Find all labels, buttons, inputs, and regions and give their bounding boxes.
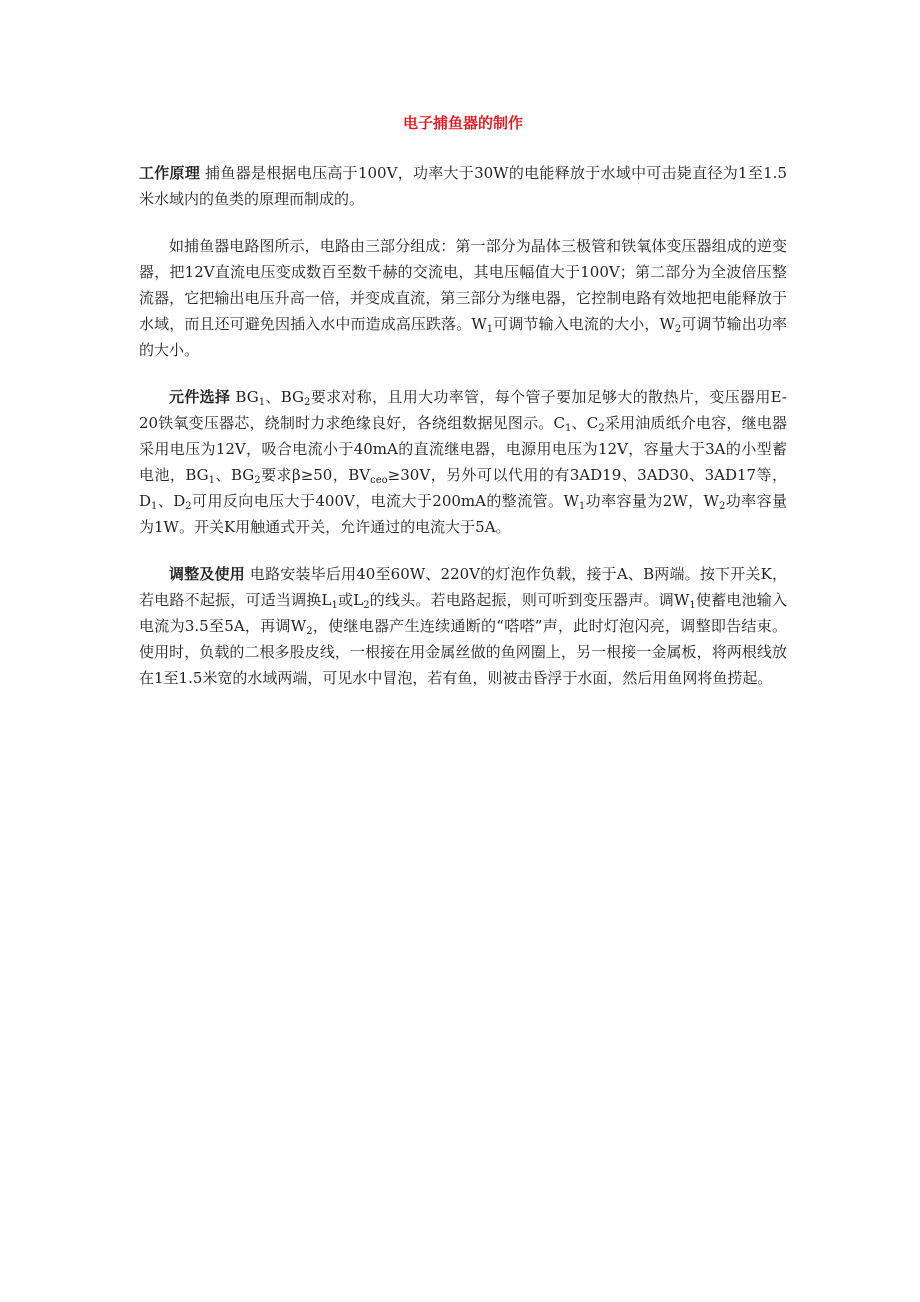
section-heading-working-principle: 工作原理 [139,164,201,182]
text-run: 的线头。若电路起振，则可听到变压器声。调W [369,591,690,609]
text-run: 如捕鱼器电路图所示，电路由三部分组成：第一部分为晶体三极管和铁氧体变压器组成的逆变器，把12V直流电压变成数百至数千赫的交流电，其电压幅值大于100V；第二部分为全波倍压整流器，它把输出电压升高一倍，并变成直流，第三部分为继电器，它控制电路有效地把电能释放于水域，而且还可避免因插入水中而造成高压跌落。W [139,237,787,333]
text-run: 、C [571,414,599,432]
paragraph-component-selection [139,384,787,540]
text-run: 可用反向电压大于400V，电流大于200mA的整流管。W [191,492,579,510]
subscript: 1 [578,501,586,512]
subscript: 2 [254,475,261,486]
paragraph-working-principle [139,160,787,212]
paragraph-adjustment-and-use [139,561,787,691]
text-run: 使蓄电池输入电流为3.5至5A，再调W [139,591,787,635]
subscript: 1 [208,475,216,486]
subscript: 2 [674,324,682,335]
text-run: 、D [157,492,186,510]
text-run: 可调节输出功率的大小。 [139,315,788,359]
text-run: 采用油质纸介电容，继电器采用电压为12V，吸合电流小于40mA的直流继电器，电源用电压为12V，容量大于3A的小型蓄电池，BG [139,414,787,484]
subscript: 2 [306,626,313,637]
subscript: 1 [564,423,572,434]
text-run: 功率容量为1W。开关K用触通式开关，允许通过的电流大于5A。 [139,492,787,536]
subscript: 1 [151,501,158,512]
text-run: 或L [337,591,364,609]
paragraph-text: 捕鱼器是根据电压高于100V，功率大于30W的电能释放于水域中可击毙直径为1至1.5米水域内的鱼类的原理而制成的。 [139,164,787,208]
subscript: 1 [258,397,266,408]
paragraph-circuit-description [139,233,787,363]
subscript: 2 [598,423,605,434]
subscript: 1 [331,600,338,611]
subscript: 2 [363,600,370,611]
section-heading-component-selection: 元件选择 [169,388,231,406]
subscript: 2 [718,501,726,512]
text-run: 、BG [215,466,255,484]
text-run: BG [230,388,259,406]
subscript: 2 [185,501,192,512]
subscript: 1 [689,600,696,611]
text-run: 功率容量为2W，W [585,492,719,510]
section-heading-adjustment-and-use: 调整及使用 [169,565,245,583]
text-run: ≥30V，另外可以代用的有3AD19、3AD30、3AD17等，D [139,466,787,510]
text-run: 、BG [265,388,305,406]
text-run: 要求对称，且用大功率管，每个管子要加足够大的散热片，变压器用E-20铁氧变压器芯，绕制时力求绝缘良好，各绕组数据见图示。C [139,388,787,432]
text-run: 可调节输入电流的大小，W [493,315,675,333]
subscript: 2 [304,397,311,408]
text-run: 要求β≥50，BV [260,466,371,484]
document-title: 电子捕鱼器的制作 [402,114,523,132]
subscript: ceo [370,475,388,486]
subscript: 1 [486,324,494,335]
text-run: 电路安装毕后用40至60W、220V的灯泡作负载，接于A、B两端。按下开关K，若电路不起振，可适当调换L [139,565,787,609]
document-page [139,108,787,712]
text-run: ，使继电器产生连续通断的“嗒嗒”声，此时灯泡闪亮，调整即告结束。使用时，负载的二根多股皮线，一根接在用金属丝做的鱼网圈上，另一根接一金属板，将两根线放在1至1.5米宽的水域两端，可见水中冒泡，若有鱼，则被击昏浮于水面，然后用鱼网将鱼捞起。 [139,617,787,687]
